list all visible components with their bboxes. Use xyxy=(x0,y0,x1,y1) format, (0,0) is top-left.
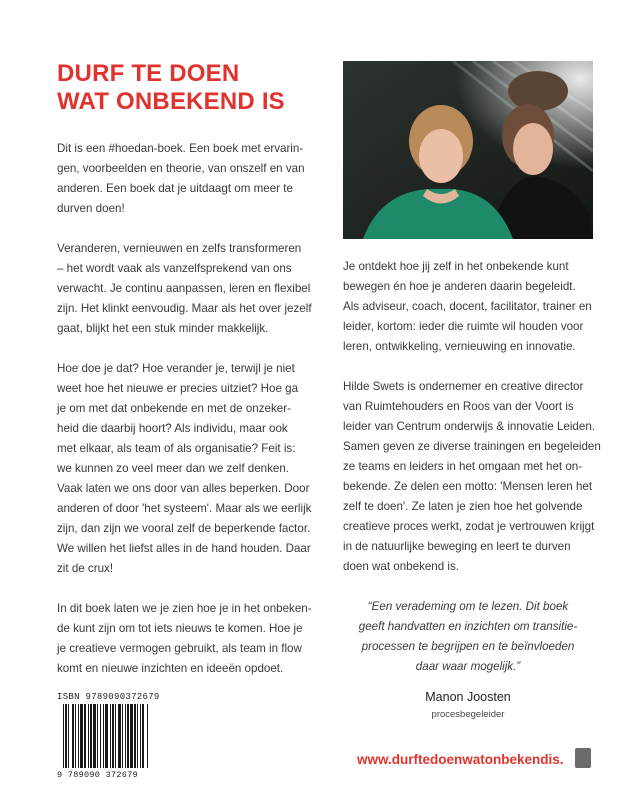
text-line: doen wat onbekend is. xyxy=(343,560,460,573)
barcode-bar xyxy=(105,704,108,768)
barcode-bar xyxy=(112,704,114,768)
paragraph-discover xyxy=(343,257,593,357)
text-line: bekende. Ze delen een motto: 'Mensen leren het xyxy=(343,480,593,493)
quote-line: “Een verademing om te lezen. Dit boek xyxy=(367,600,569,613)
text-line: zijn. Het klinkt eenvoudig. Maar als het over jezelf xyxy=(57,302,312,315)
text-line: Veranderen, vernieuwen en zelfs transformeren xyxy=(57,242,302,255)
paragraph-intro xyxy=(57,139,319,219)
text-line: zelf te doen'. Ze laten je zien hoe het golvende xyxy=(343,500,583,513)
text-line: In dit boek laten we je zien hoe je in het onbeken- xyxy=(57,602,312,615)
text-line: leren, ontwikkeling, vernieuwing en innovatie. xyxy=(343,340,576,353)
barcode-bar xyxy=(84,704,86,768)
quote-author: Manon Joosten xyxy=(425,690,511,704)
paragraph-authors xyxy=(343,377,601,577)
barcode-bar xyxy=(140,704,141,768)
text-line: We willen het liefst alles in de hand houden. Daar xyxy=(57,542,311,555)
quote-author-role: procesbegeleider xyxy=(431,709,505,720)
barcode-bar xyxy=(65,704,67,768)
authors-photo xyxy=(343,61,593,239)
quote-line: processen te begrijpen en te beïnvloeden xyxy=(361,640,575,653)
text-line: Hoe doe je dat? Hoe verander je, terwijl je niet xyxy=(57,362,295,375)
text-line: gen, voorbeelden en theorie, van onszelf en van xyxy=(57,162,305,175)
text-line: in de natuurlijke beweging en leert te durven xyxy=(343,540,571,553)
barcode-bar xyxy=(63,704,64,768)
text-line: je creatieve vermogen gebruikt, als team in flow xyxy=(57,642,302,655)
barcode-bar xyxy=(142,704,144,768)
barcode-bar xyxy=(93,704,96,768)
text-line: gaat, blijkt het een stuk minder makkelijk. xyxy=(57,322,269,335)
text-line: je om met dat onbekende en met de onzeker- xyxy=(57,402,291,415)
text-line: bewegen én hoe je anderen daarin begeleidt. xyxy=(343,280,576,293)
barcode-bar xyxy=(90,704,92,768)
text-line: Als adviseur, coach, docent, facilitator, trainer en xyxy=(343,300,592,313)
right-column-text xyxy=(343,257,601,597)
text-line: – het wordt vaak als vanzelfsprekend van ons xyxy=(57,262,292,275)
paragraph-book xyxy=(57,599,319,679)
text-line: creatieve proces werkt, zodat je vertrouwen krijgt xyxy=(343,520,595,533)
text-line: zijn, dan zijn we vooral zelf de beperkende factor. xyxy=(57,522,311,535)
text-line: Hilde Swets is ondernemer en creative director xyxy=(343,380,584,393)
text-line: ze teams en leiders in het omgaan met het on- xyxy=(343,460,583,473)
barcode-bar xyxy=(147,704,148,768)
barcode-bar xyxy=(80,704,83,768)
text-line: leider, kortom: ieder die ruimte wil houden voor xyxy=(343,320,584,333)
barcode-bar xyxy=(118,704,121,768)
quote-line: daar waar mogelijk.” xyxy=(415,660,521,673)
text-line: leider van Centrum onderwijs & innovatie Leiden. xyxy=(343,420,595,433)
text-line: Vaak laten we ons door van alles beperken. Door xyxy=(57,482,310,495)
barcode-bar xyxy=(88,704,89,768)
text-line: met elkaar, als team of als organisatie? Feit is: xyxy=(57,442,296,455)
left-column-text xyxy=(57,139,319,699)
barcode-bar xyxy=(100,704,101,768)
barcode-digits: 9 789090 372679 xyxy=(57,770,139,780)
barcode-bar xyxy=(68,704,69,768)
text-line: anderen of door 'het systeem'. Maar als we eerlijk xyxy=(57,502,312,515)
text-line: de kunt zijn om tot iets nieuws te komen. Hoe je xyxy=(57,622,303,635)
publisher-logo-icon xyxy=(575,748,591,768)
text-line: we kunnen zo veel meer dan we zelf denken. xyxy=(57,462,290,475)
text-line: komt en nieuwe inzichten en ideeën opdoet. xyxy=(57,662,284,675)
text-line: heid die daarbij hoort? Als individu, maar ook xyxy=(57,422,288,435)
paragraph-change xyxy=(57,239,319,339)
text-line: zit de crux! xyxy=(57,562,114,575)
text-line: Samen geven ze diverse trainingen en begeleiden xyxy=(343,440,601,453)
isbn-barcode xyxy=(57,690,189,800)
barcode-bar xyxy=(110,704,111,768)
barcode-bar xyxy=(72,704,74,768)
endorsement-quote xyxy=(343,597,593,677)
barcode-bars xyxy=(57,690,189,800)
barcode-bar xyxy=(127,704,129,768)
text-line: durven doen! xyxy=(57,202,125,215)
text-line: weet hoe het nieuwe er precies uitziet? Hoe ga xyxy=(57,382,299,395)
text-line: Dit is een #hoedan-boek. Een boek met ervarin- xyxy=(57,142,304,155)
barcode-bar xyxy=(125,704,126,768)
barcode-bar xyxy=(97,704,98,768)
text-line: verwacht. Je continu aanpassen, leren en flexibel xyxy=(57,282,311,295)
book-title xyxy=(57,60,317,116)
barcode-bar xyxy=(75,704,76,768)
isbn-label: ISBN 9789090372679 xyxy=(57,692,160,702)
title-line-2: WAT ONBEKEND IS xyxy=(57,88,285,115)
barcode-bar xyxy=(78,704,79,768)
quote-line: geeft handvatten en inzichten om transitie- xyxy=(358,620,578,633)
text-line: van Ruimtehouders en Roos van der Voort is xyxy=(343,400,574,413)
website-link[interactable]: www.durftedoenwatonbekendis. xyxy=(357,752,564,767)
barcode-bar xyxy=(115,704,116,768)
paragraph-questions xyxy=(57,359,319,579)
barcode-bar xyxy=(134,704,136,768)
barcode-bar xyxy=(137,704,138,768)
barcode-bar xyxy=(130,704,133,768)
text-line: anderen. Een boek dat je uitdaagt om meer te xyxy=(57,182,293,195)
barcode-bar xyxy=(122,704,123,768)
barcode-bar xyxy=(103,704,104,768)
title-line-1: DURF TE DOEN xyxy=(57,60,240,87)
text-line: Je ontdekt hoe jij zelf in het onbekende kunt xyxy=(343,260,569,273)
